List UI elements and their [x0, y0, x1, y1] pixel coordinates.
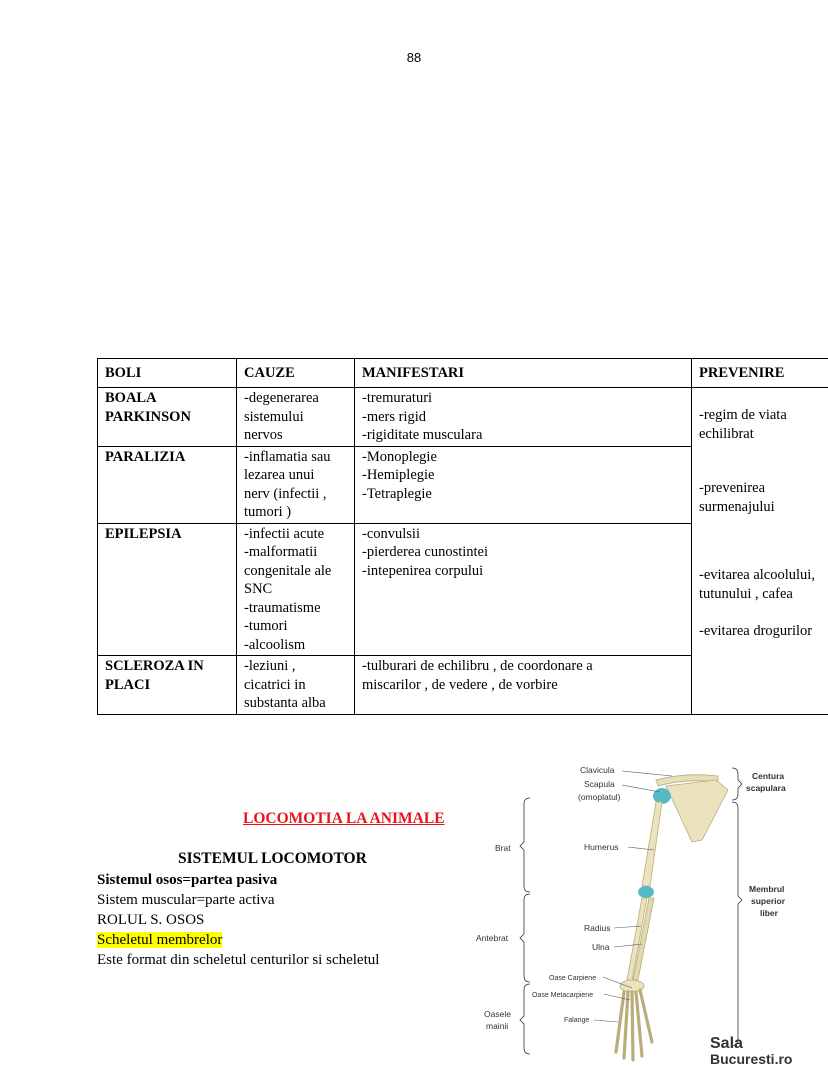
label-liber: liber [760, 908, 778, 918]
prevention-line: tutunului , cafea [699, 585, 793, 602]
cell-line: PARALIZIA [105, 448, 186, 465]
cell-line: nervos [244, 427, 283, 443]
cell-line: -inflamatia sau [244, 448, 331, 465]
disease-name [98, 388, 237, 447]
diseases-table [97, 358, 828, 715]
prevention-line: -evitarea alcoolului, [699, 567, 815, 583]
prevention-line: -regim de viata [699, 407, 787, 423]
cell-line: PARKINSON [105, 408, 191, 425]
disease-causes [237, 523, 355, 656]
cell-line: tumori ) [244, 504, 292, 520]
label-omoplatul: (omoplatul) [578, 792, 621, 802]
prevention-line: surmenajului [699, 498, 775, 515]
body-text [97, 870, 379, 970]
cell-line: SNC [244, 581, 273, 597]
cell-line: BOALA [105, 390, 157, 406]
cell-line: -Hemiplegie [362, 467, 435, 483]
prevention-line: echilibrat [699, 425, 754, 442]
body-line: Sistem muscular=parte activa [97, 892, 275, 908]
disease-causes [237, 388, 355, 447]
body-line: Este format din scheletul centurilor si scheletul [97, 952, 380, 968]
page-number: 88 [406, 50, 422, 65]
label-brat: Brat [495, 843, 511, 853]
disease-name [98, 523, 237, 656]
watermark-line: Sala [710, 1035, 743, 1052]
label-mainii: mainii [486, 1021, 509, 1031]
cell-line: lezarea unui [244, 467, 315, 483]
label-clavicula: Clavicula [580, 765, 615, 775]
cell-line: sistemului [244, 408, 304, 425]
label-antebrat: Antebrat [476, 933, 509, 943]
cell-line: cicatrici in [244, 676, 306, 693]
cell-line: -tremuraturi [362, 390, 433, 406]
cell-line: -traumatisme [244, 599, 321, 616]
cell-line: -Monoplegie [362, 448, 437, 465]
label-scapulara: scapulara [746, 783, 786, 793]
table-row [98, 388, 828, 447]
prevention-line: -prevenirea [699, 480, 766, 496]
label-scapula: Scapula [584, 779, 615, 789]
label-falange: Falange [564, 1017, 590, 1024]
header-manifestari: MANIFESTARI [355, 359, 692, 388]
scapula-bone [666, 780, 728, 842]
prevention-line: -evitarea drogurilor [699, 623, 813, 639]
disease-name [98, 656, 237, 715]
cell-line: -alcoolism [244, 636, 306, 653]
disease-manifestations [355, 656, 692, 715]
header-cauze: CAUZE [237, 359, 355, 388]
label-centura: Centura [752, 771, 785, 781]
cell-line: -malformatii [244, 544, 318, 560]
cell-line: -mers rigid [362, 408, 427, 425]
label-radius: Radius [584, 923, 611, 933]
label-oase-carpiene: Oase Carpiene [549, 975, 597, 982]
cell-line: miscarilor , de vedere , de vorbire [362, 676, 558, 693]
disease-manifestations [355, 523, 692, 656]
watermark-logo [710, 1035, 792, 1067]
section-subtitle: SISTEMUL LOCOMOTOR [178, 850, 367, 867]
cell-line: -tumori [244, 618, 288, 634]
cell-line: -degenerarea [244, 390, 319, 406]
table-header-row [98, 359, 828, 388]
label-membrul: Membrul [749, 884, 785, 894]
label-humerus: Humerus [584, 842, 619, 852]
cell-line: nerv (infectii , [244, 485, 327, 502]
disease-causes [237, 656, 355, 715]
shoulder-joint [653, 788, 671, 804]
disease-name [98, 446, 237, 523]
body-line: Sistemul osos=partea pasiva [97, 872, 278, 888]
cell-line: -rigiditate musculara [362, 427, 483, 443]
cell-line: congenitale ale [244, 562, 332, 579]
label-oasele: Oasele [484, 1009, 511, 1019]
cell-line: -Tetraplegie [362, 485, 432, 502]
cell-line: SCLEROZA IN [105, 658, 204, 674]
hand-bones [616, 990, 652, 1060]
cell-line: -convulsii [362, 525, 420, 542]
section-title: LOCOMOTIA LA ANIMALE [243, 810, 445, 827]
humerus-bone [642, 802, 662, 886]
body-line: ROLUL S. OSOS [97, 912, 205, 928]
disease-causes [237, 446, 355, 523]
cell-line: -pierderea cunostintei [362, 544, 489, 560]
cell-line: -infectii acute [244, 525, 325, 542]
label-ulna: Ulna [592, 942, 610, 952]
cell-line: -tulburari de echilibru , de coordonare a [362, 658, 593, 674]
cell-line: EPILEPSIA [105, 525, 182, 542]
label-oase-metacarpiene: Oase Metacarpiene [532, 992, 594, 999]
header-boli: BOLI [98, 359, 237, 388]
cell-line: PLACI [105, 676, 151, 693]
highlighted-line: Scheletul membrelor [97, 932, 223, 948]
prevention-cell [692, 388, 828, 715]
arm-skeleton-figure [466, 758, 828, 1071]
label-superior: superior [751, 896, 786, 906]
header-prevenire: PREVENIRE [692, 359, 828, 388]
cell-line: substanta alba [244, 695, 326, 711]
watermark-line: Bucuresti.ro [710, 1051, 793, 1067]
disease-manifestations [355, 446, 692, 523]
disease-manifestations [355, 388, 692, 447]
cell-line: -leziuni , [244, 658, 296, 674]
cell-line: -intepenirea corpului [362, 562, 484, 579]
elbow-joint [638, 886, 654, 898]
